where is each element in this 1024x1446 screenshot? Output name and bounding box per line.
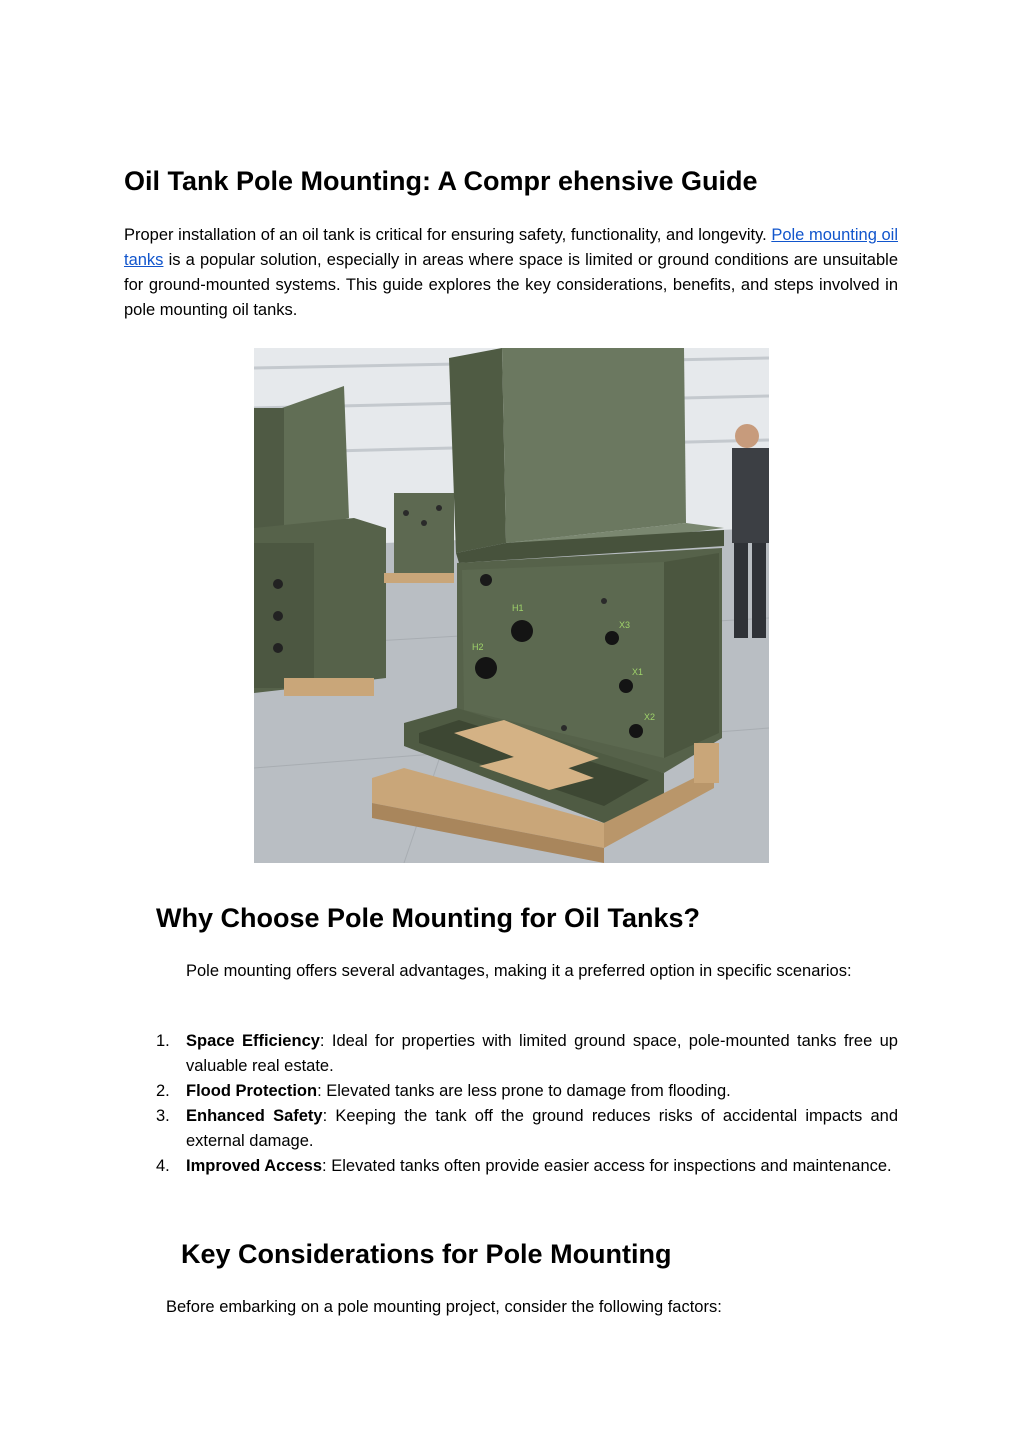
list-term: Flood Protection bbox=[186, 1082, 318, 1100]
list-number: 3. bbox=[156, 1107, 170, 1125]
list-number: 1. bbox=[156, 1032, 170, 1050]
background-tank-far bbox=[384, 493, 454, 583]
list-text: : Keeping the tank off the ground reduces risks of accidental impacts and external damage. bbox=[186, 1107, 898, 1150]
intro-text-end: is a popular solution, especially in areas where space is limited or ground conditions are unsuitable for ground-mounted systems. This guide explores the key considerations, benefits, and steps involved in pole mounting oil tanks. bbox=[124, 251, 898, 319]
marking-x1: X1 bbox=[632, 667, 644, 677]
list-item bbox=[124, 1104, 898, 1154]
why-heading: Why Choose Pole Mounting for Oil Tanks? bbox=[156, 903, 700, 933]
list-term: Space Efficiency bbox=[186, 1032, 320, 1050]
pole-mounting-oil-tanks-link[interactable]: Pole mounting oil tanks bbox=[124, 226, 899, 269]
intro-text-start: Proper installation of an oil tank is critical for ensuring safety, functionality, and longevity. bbox=[124, 226, 772, 244]
list-item bbox=[124, 1029, 898, 1079]
list-text: : Elevated tanks are less prone to damage from flooding. bbox=[317, 1082, 731, 1100]
marking-x2: X2 bbox=[644, 712, 656, 722]
why-intro-paragraph: Pole mounting offers several advantages, making it a preferred option in specific scenarios: bbox=[186, 962, 852, 980]
list-item bbox=[124, 1079, 898, 1104]
list-number: 4. bbox=[156, 1157, 170, 1175]
pole-mounted-tank-photo bbox=[254, 348, 769, 863]
key-considerations-intro: Before embarking on a pole mounting project, consider the following factors: bbox=[166, 1298, 722, 1316]
marking-x3: X3 bbox=[619, 620, 631, 630]
list-number: 2. bbox=[156, 1082, 170, 1100]
benefits-list bbox=[124, 1029, 898, 1179]
list-text: : Ideal for properties with limited ground space, pole-mounted tanks free up valuable real estate. bbox=[186, 1032, 898, 1075]
key-considerations-heading: Key Considerations for Pole Mounting bbox=[181, 1239, 672, 1269]
marking-h2: H2 bbox=[472, 642, 484, 652]
intro-paragraph bbox=[124, 223, 898, 323]
marking-h1: H1 bbox=[512, 603, 524, 613]
page-title: Oil Tank Pole Mounting: A Compr ehensive Guide bbox=[124, 166, 758, 196]
list-item bbox=[124, 1154, 898, 1179]
list-term: Enhanced Safety bbox=[186, 1107, 323, 1125]
list-text: : Elevated tanks often provide easier access for inspections and maintenance. bbox=[322, 1157, 892, 1175]
list-term: Improved Access bbox=[186, 1157, 323, 1175]
